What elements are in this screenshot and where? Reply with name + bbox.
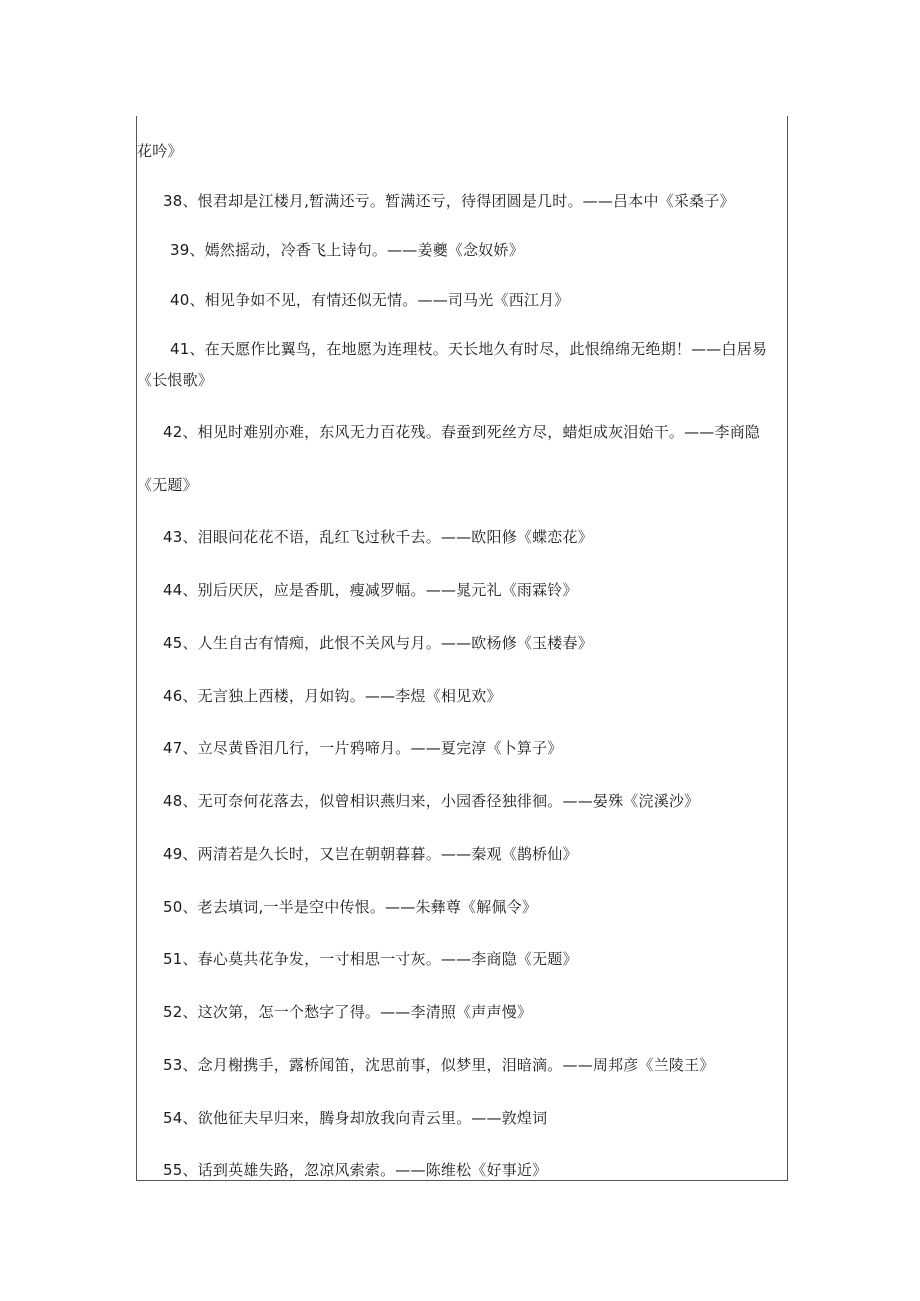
- text-line: 45、人生自古有情痴，此恨不关风与月。——欧杨修《玉楼春》: [163, 634, 593, 652]
- text-line: 53、念月榭携手，露桥闻笛，沈思前事，似梦里，泪暗滴。——周邦彦《兰陵王》: [163, 1056, 715, 1074]
- text-line: 46、无言独上西楼，月如钩。——李煜《相见欢》: [163, 687, 502, 705]
- text-line: 38、恨君却是江楼月,暂满还亏。暂满还亏，待得团圆是几时。——吕本中《采桑子》: [163, 192, 735, 210]
- text-line: 48、无可奈何花落去，似曾相识燕归来，小园香径独徘徊。——晏殊《浣溪沙》: [163, 792, 700, 810]
- text-line: 41、在天愿作比翼鸟，在地愿为连理枝。天长地久有时尽，此恨绵绵无绝期！——白居易: [170, 340, 768, 358]
- text-line: 44、别后厌厌，应是香肌，瘦减罗幅。——晁元礼《雨霖铃》: [163, 581, 578, 599]
- text-line: 花吟》: [137, 142, 183, 160]
- text-line: 49、两清若是久长时，又岂在朝朝暮暮。——秦观《鹊桥仙》: [163, 845, 578, 863]
- text-line: 54、欲他征夫早归来，腾身却放我向青云里。——敦煌词: [163, 1109, 548, 1127]
- text-line: 《长恨歌》: [137, 371, 214, 389]
- text-line: 《无题》: [137, 476, 198, 494]
- text-line: 51、春心莫共花争发，一寸相思一寸灰。——李商隐《无题》: [163, 950, 578, 968]
- text-line: 39、嫣然摇动，冷香飞上诗句。——姜夔《念奴娇》: [170, 241, 524, 259]
- text-line: 47、立尽黄昏泪几行，一片鸦啼月。——夏完淳《卜算子》: [163, 739, 563, 757]
- text-line: 42、相见时难别亦难，东风无力百花残。春蚕到死丝方尽，蜡炬成灰泪始干。——李商隐: [163, 423, 761, 441]
- text-line: 55、话到英雄失路，忽凉风索索。——陈维松《好事近》: [163, 1161, 548, 1179]
- text-line: 40、相见争如不见，有情还似无情。——司马光《西江月》: [170, 291, 570, 309]
- text-line: 50、老去填词,一半是空中传恨。——朱彝尊《解佩令》: [163, 898, 538, 916]
- text-line: 43、泪眼问花花不语，乱红飞过秋千去。——欧阳修《蝶恋花》: [163, 528, 593, 546]
- text-line: 52、这次第，怎一个愁字了得。——李清照《声声慢》: [163, 1003, 533, 1021]
